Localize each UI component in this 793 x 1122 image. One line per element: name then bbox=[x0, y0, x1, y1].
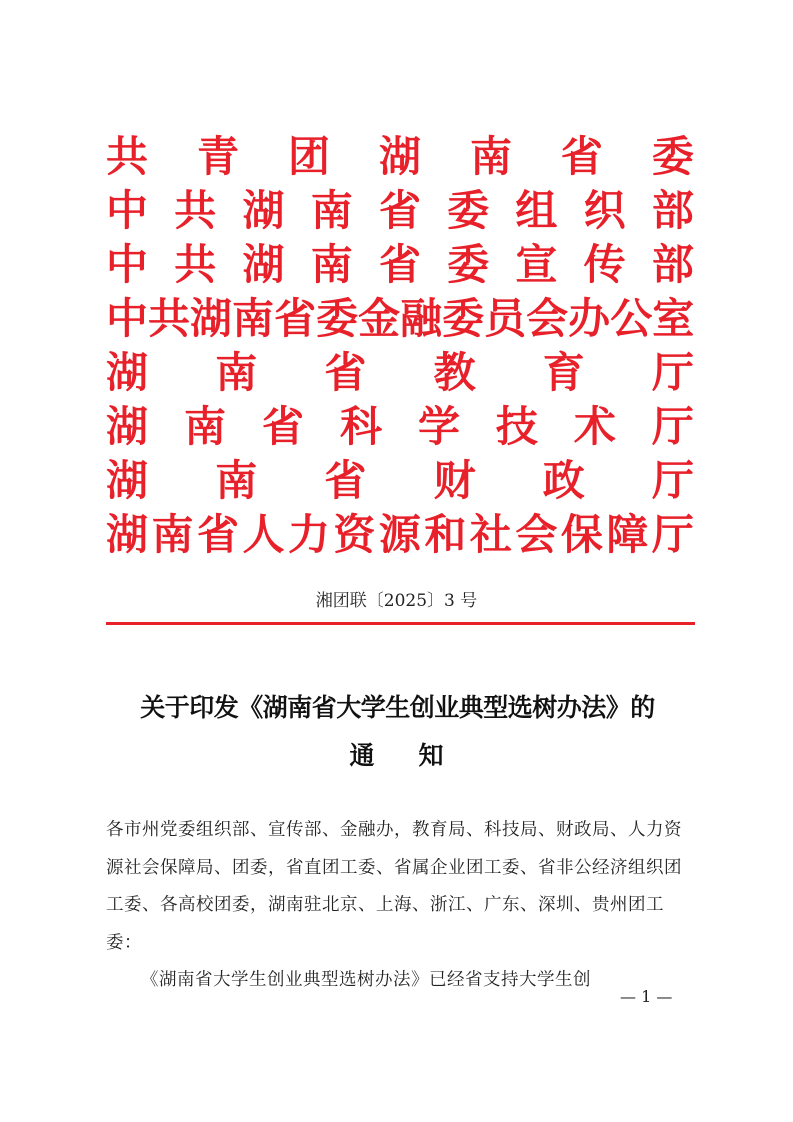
issuer-char: 教 bbox=[433, 348, 476, 397]
notice-body bbox=[106, 812, 696, 1000]
notice-title-line-2 bbox=[0, 736, 793, 772]
issuer-char: 资 bbox=[333, 510, 376, 559]
title-char: 通 bbox=[349, 741, 375, 770]
issuer-char: 社 bbox=[469, 510, 512, 559]
issuer-char: 共 bbox=[174, 186, 217, 235]
issuer-char: 厅 bbox=[651, 510, 694, 559]
issuer-line bbox=[106, 130, 694, 184]
issuer-char: 南 bbox=[310, 240, 353, 289]
issuer-char: 学 bbox=[417, 402, 460, 451]
issuer-line bbox=[106, 292, 694, 346]
issuer-char: 融 bbox=[400, 294, 443, 343]
issuer-char: 省 bbox=[378, 186, 421, 235]
issuer-char: 技 bbox=[495, 402, 538, 451]
notice-title-line-1: 关于印发《湖南省大学生创业典型选树办法》的 bbox=[140, 693, 655, 722]
issuer-char: 厅 bbox=[651, 402, 694, 451]
issuer-char: 公 bbox=[610, 294, 653, 343]
issuer-char: 部 bbox=[651, 240, 694, 289]
issuer-char: 南 bbox=[232, 294, 275, 343]
issuer-char: 和 bbox=[424, 510, 467, 559]
issuer-char: 南 bbox=[469, 132, 512, 181]
issuer-char: 员 bbox=[484, 294, 527, 343]
issuer-char: 办 bbox=[568, 294, 611, 343]
issuer-line bbox=[106, 184, 694, 238]
issuer-block bbox=[106, 130, 694, 562]
issuer-char: 省 bbox=[378, 240, 421, 289]
issuer-char: 省 bbox=[274, 294, 317, 343]
issuer-char: 湖 bbox=[106, 456, 149, 505]
issuer-char: 传 bbox=[583, 240, 626, 289]
issuer-char: 力 bbox=[287, 510, 330, 559]
body-paragraph: 《湖南省大学生创业典型选树办法》已经省支持大学生创 bbox=[141, 970, 591, 990]
issuer-line bbox=[106, 346, 694, 400]
issuer-char: 湖 bbox=[106, 402, 149, 451]
issuer-line bbox=[106, 454, 694, 508]
issuer-char: 部 bbox=[651, 186, 694, 235]
issuer-char: 团 bbox=[287, 132, 330, 181]
issuer-char: 共 bbox=[148, 294, 191, 343]
issuer-char: 省 bbox=[560, 132, 603, 181]
issuer-line bbox=[106, 508, 694, 562]
issuer-char: 省 bbox=[324, 348, 367, 397]
issuer-line bbox=[106, 400, 694, 454]
issuer-char: 委 bbox=[316, 294, 359, 343]
issuer-char: 湖 bbox=[190, 294, 233, 343]
issuer-char: 室 bbox=[652, 294, 695, 343]
issuer-char: 南 bbox=[215, 456, 258, 505]
issuer-char: 南 bbox=[310, 186, 353, 235]
issuer-char: 财 bbox=[433, 456, 476, 505]
issuer-char: 会 bbox=[515, 510, 558, 559]
document-number: 湘团联〔2025〕3 号 bbox=[315, 591, 478, 611]
issuer-char: 湖 bbox=[242, 186, 285, 235]
issuer-char: 共 bbox=[174, 240, 217, 289]
issuer-char: 保 bbox=[560, 510, 603, 559]
issuer-char: 委 bbox=[447, 186, 490, 235]
issuer-char: 中 bbox=[106, 186, 149, 235]
issuer-line bbox=[106, 238, 694, 292]
issuer-char: 育 bbox=[542, 348, 585, 397]
issuer-char: 厅 bbox=[651, 456, 694, 505]
issuer-char: 科 bbox=[339, 402, 382, 451]
issuer-char: 湖 bbox=[106, 348, 149, 397]
title-char: 知 bbox=[418, 741, 444, 770]
issuer-char: 湖 bbox=[378, 132, 421, 181]
issuer-char: 湖 bbox=[242, 240, 285, 289]
issuer-char: 委 bbox=[651, 132, 694, 181]
issuer-char: 共 bbox=[106, 132, 149, 181]
issuer-char: 青 bbox=[196, 132, 239, 181]
issuer-char: 委 bbox=[447, 240, 490, 289]
issuer-char: 省 bbox=[261, 402, 304, 451]
issuer-char: 南 bbox=[215, 348, 258, 397]
issuer-char: 宣 bbox=[515, 240, 558, 289]
issuer-char: 厅 bbox=[651, 348, 694, 397]
issuer-char: 中 bbox=[106, 240, 149, 289]
issuer-char: 省 bbox=[324, 456, 367, 505]
issuer-char: 委 bbox=[442, 294, 485, 343]
issuer-char: 政 bbox=[542, 456, 585, 505]
page-number: — 1 — bbox=[620, 987, 673, 1006]
issuer-char: 湖 bbox=[106, 510, 149, 559]
issuer-char: 源 bbox=[378, 510, 421, 559]
issuer-char: 省 bbox=[196, 510, 239, 559]
red-separator-line bbox=[106, 622, 695, 625]
issuer-char: 人 bbox=[242, 510, 285, 559]
issuer-char: 术 bbox=[573, 402, 616, 451]
issuer-char: 金 bbox=[358, 294, 401, 343]
issuer-char: 中 bbox=[106, 294, 149, 343]
issuer-char: 南 bbox=[183, 402, 226, 451]
issuer-char: 组 bbox=[515, 186, 558, 235]
issuer-char: 会 bbox=[526, 294, 569, 343]
issuer-char: 织 bbox=[583, 186, 626, 235]
recipients-paragraph: 各市州党委组织部、宣传部、金融办，教育局、科技局、财政局、人力资源社会保障局、团委，省直团工委、省属企业团工委、省非公经济组织团工委、各高校团委，湖南驻北京、上海、浙江、广东、深圳、贵州团工委： bbox=[106, 820, 682, 953]
issuer-char: 南 bbox=[151, 510, 194, 559]
issuer-char: 障 bbox=[606, 510, 649, 559]
